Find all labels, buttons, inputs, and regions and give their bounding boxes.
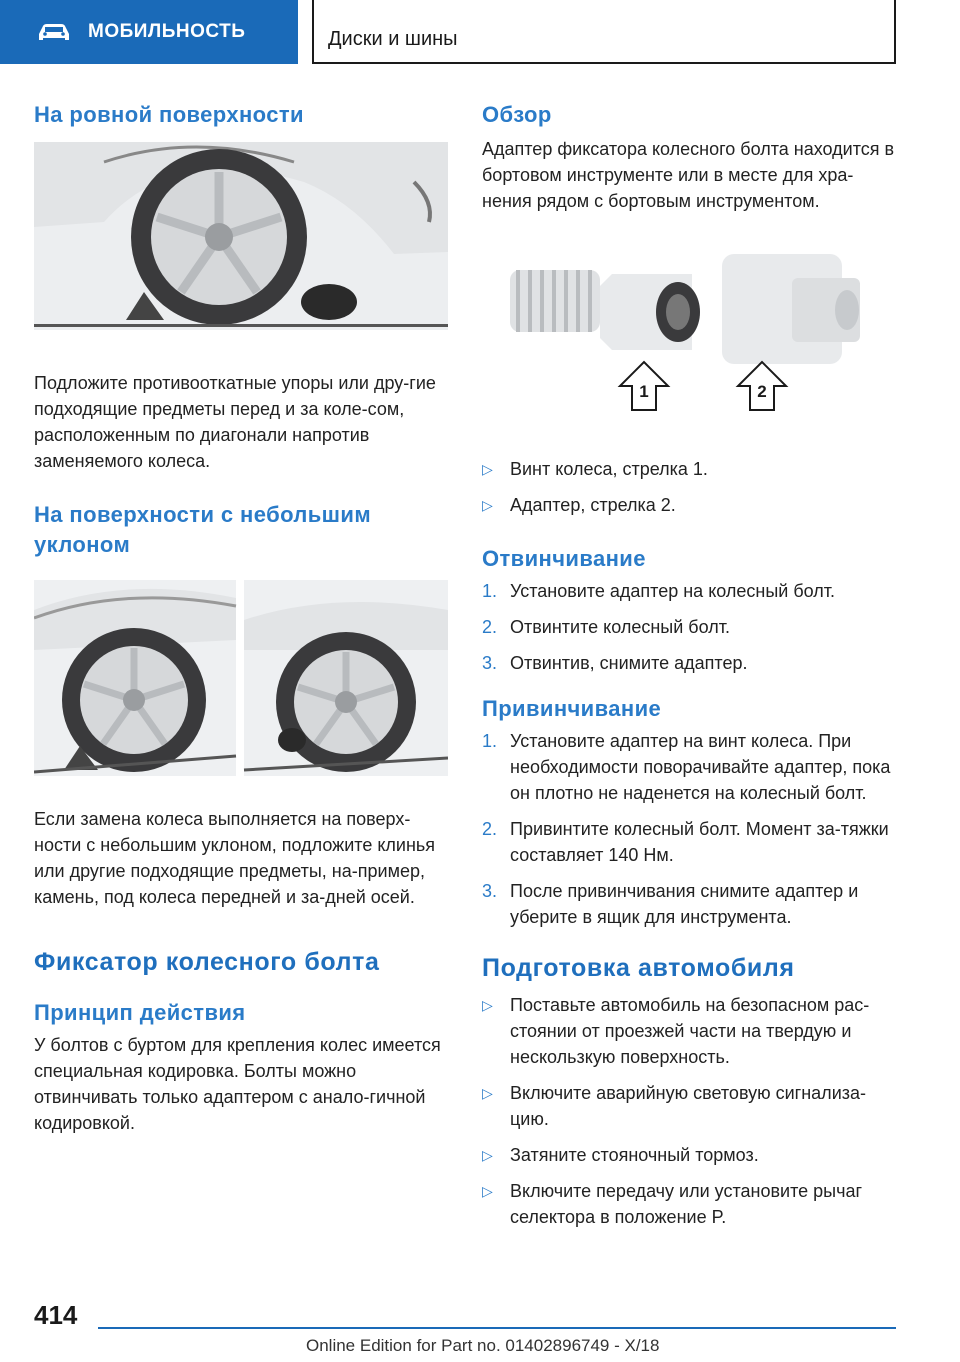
triangle-bullet-icon: ▷ [482, 461, 493, 477]
footer-divider [98, 1327, 896, 1329]
heading-screwing: Привинчивание [482, 696, 662, 721]
list-item-text: Включите аварийную световую сигнализа-цию. [510, 1083, 867, 1129]
step-item: 2. Отвинтите колесный болт. [482, 617, 730, 637]
list-item-text: Затяните стояночный тормоз. [510, 1145, 759, 1165]
list-item [482, 456, 900, 482]
figure-slope-chocks [34, 580, 448, 776]
heading-unscrewing: Отвинчивание [482, 546, 646, 571]
heading-principle: Принцип действия [34, 1000, 246, 1025]
list-item [482, 992, 900, 1070]
heading-overview: Обзор [482, 102, 552, 127]
car-icon [36, 21, 72, 43]
list-item-text: Винт колеса, стрелка 1. [510, 459, 708, 479]
paragraph-overview: Адаптер фиксатора колесного болта находится в бортовом инструменте или в месте для хра-нения рядом с бортовым инструментом. [482, 139, 895, 211]
heading-wheel-bolt-lock: Фиксатор колесного болта [34, 948, 380, 976]
step-text: Установите адаптер на колесный болт. [510, 581, 836, 601]
section-tab [0, 0, 298, 64]
list-item [482, 1142, 900, 1168]
overview-list [482, 456, 900, 518]
triangle-bullet-icon: ▷ [482, 1183, 493, 1199]
step-item: 1. Установите адаптер на винт колеса. При необходимости поворачивайте адаптер, пока он плотно не наденется на колесный болт. [482, 731, 891, 803]
step-item: 3. Отвинтив, снимите адаптер. [482, 653, 748, 673]
list-item [482, 1178, 900, 1230]
heading-slope-line2: уклоном [34, 532, 131, 557]
prep-list [482, 992, 900, 1230]
list-item-text: Адаптер, стрелка 2. [510, 495, 676, 515]
page-number: 414 [34, 1300, 78, 1330]
list-item [482, 1080, 900, 1132]
list-item-text: Поставьте автомобиль на безопасном рас-стоянии от проезжей части на твердую и нескользкую поверхность. [510, 995, 870, 1067]
paragraph-slope-surface: Если замена колеса выполняется на поверх-ности с небольшим уклоном, подложите клинья или другие подходящие предметы, на-пример, камень, под колеса передней и за-дней осей. [34, 809, 436, 907]
step-text: Отвинтив, снимите адаптер. [510, 653, 748, 673]
screw-steps [482, 728, 900, 930]
step-item: 3. После привинчивания снимите адаптер и уберите в ящик для инструмента. [482, 881, 859, 927]
paragraph-level-surface: Подложите противооткатные упоры или дру-гие подходящие предметы перед и за коле-сом, расположенным по диагонали напротив заменяемого колеса. [34, 373, 436, 471]
step-item: 1. Установите адаптер на колесный болт. [482, 581, 836, 601]
bolt-adapter-illustration [482, 240, 900, 430]
figure-bolt-adapter [482, 240, 900, 430]
left-column [34, 100, 448, 1136]
arrow-label-1: 1 [639, 382, 649, 401]
figure-wheel-chock [34, 142, 448, 330]
edition-note: Online Edition for Part no. 01402896749 - X/18 [306, 1336, 660, 1355]
slope-chocks-illustration [34, 580, 448, 776]
right-column [482, 100, 900, 1240]
arrow-label-2: 2 [757, 382, 767, 401]
heading-vehicle-preparation: Подготовка автомобиля [482, 954, 795, 982]
heading-slope-surface [34, 500, 448, 560]
step-item: 2. Привинтите колесный болт. Момент за-тяжки составляет 140 Нм. [482, 819, 889, 865]
triangle-bullet-icon: ▷ [482, 497, 493, 513]
section-title: МОБИЛЬНОСТЬ [88, 21, 246, 42]
triangle-bullet-icon: ▷ [482, 1147, 493, 1163]
heading-level-surface: На ровной поверхности [34, 102, 304, 127]
step-text: После привинчивания снимите адаптер и уберите в ящик для инструмента. [510, 881, 859, 927]
unscrew-steps [482, 578, 900, 676]
list-item [482, 492, 900, 518]
wheel-chock-illustration [34, 142, 448, 330]
chapter-title: Диски и шины [312, 0, 896, 64]
step-text: Отвинтите колесный болт. [510, 617, 730, 637]
triangle-bullet-icon: ▷ [482, 1085, 493, 1101]
paragraph-principle: У болтов с буртом для крепления колес имеется специальная кодировка. Болты можно отвинчивать только адаптером с анало-гичной кодировкой. [34, 1035, 441, 1133]
triangle-bullet-icon: ▷ [482, 997, 493, 1013]
step-text: Привинтите колесный болт. Момент за-тяжки составляет 140 Нм. [510, 819, 889, 865]
step-text: Установите адаптер на винт колеса. При необходимости поворачивайте адаптер, пока он плотно не наденется на колесный болт. [510, 731, 891, 803]
heading-slope-line1: На поверхности с небольшим [34, 502, 371, 527]
list-item-text: Включите передачу или установите рычаг селектора в положение P. [510, 1181, 863, 1227]
